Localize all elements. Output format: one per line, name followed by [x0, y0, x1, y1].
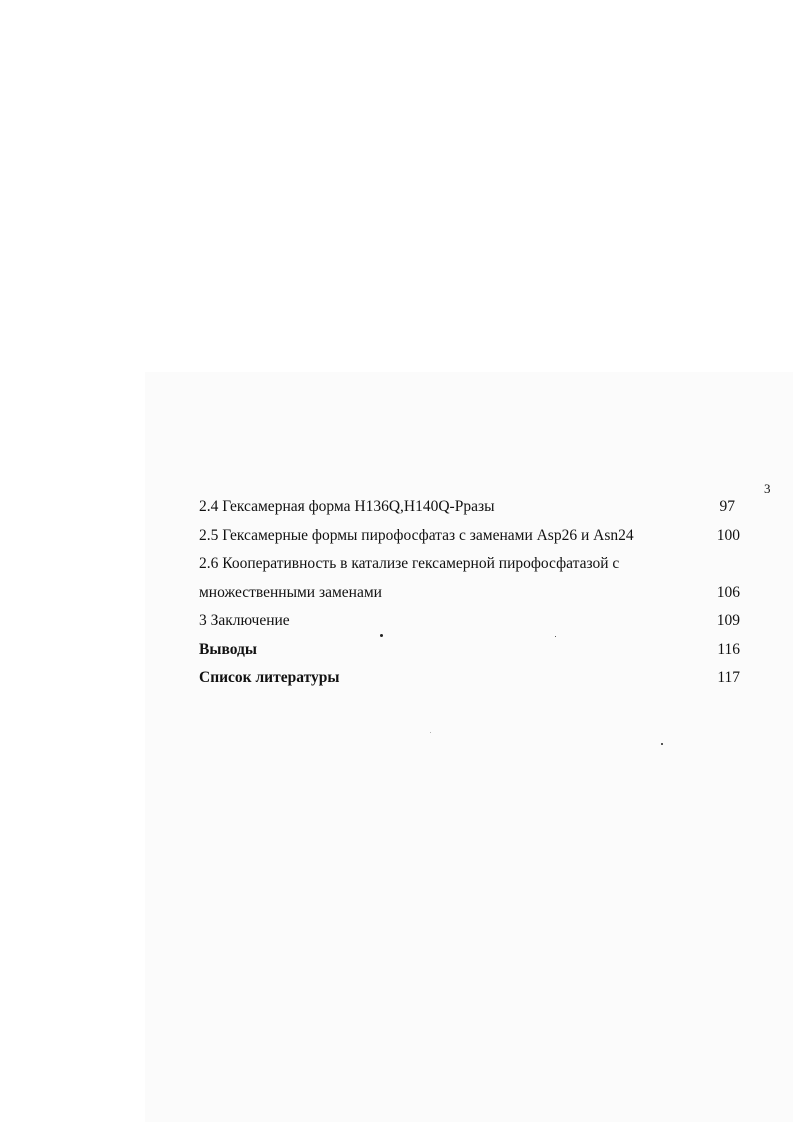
page-number: 3 [764, 481, 771, 496]
toc-entry-2-6-continued [199, 582, 744, 604]
toc-entry-2-4 [199, 496, 744, 518]
toc-entry-page: 109 [716, 612, 740, 629]
toc-entry-page: 106 [716, 584, 740, 601]
toc-entry-page: 116 [717, 641, 740, 658]
toc-entry-title: 2.4 Гексамерная форма H136Q,H140Q-Ppазы [199, 498, 495, 515]
toc-entry-page: 117 [717, 669, 740, 686]
scan-speck [555, 636, 556, 637]
toc-entry-2-5 [199, 525, 744, 547]
toc-entry-title: 2.5 Гексамерные формы пирофосфатаз с заменами Asp26 и Asn24 [199, 527, 634, 544]
toc-entry-title: Список литературы [199, 669, 340, 686]
toc-entry-conclusions [199, 639, 744, 661]
toc-entry-references [199, 667, 744, 689]
toc-entry-3 [199, 610, 744, 632]
scan-speck [661, 743, 663, 745]
toc-entry-title: 3 Заключение [199, 612, 290, 629]
table-of-contents [199, 0, 744, 1122]
toc-entry-title: 2.6 Кооперативность в катализе гексамерной пирофосфатазой с [199, 555, 620, 572]
scan-speck [380, 634, 383, 637]
toc-entry-2-6 [199, 553, 744, 575]
toc-entry-page: 97 [719, 498, 735, 515]
toc-entry-title: множественными заменами [199, 584, 382, 601]
toc-entry-page: 100 [716, 527, 740, 544]
scan-speck [430, 732, 431, 733]
toc-entry-title: Выводы [199, 641, 257, 658]
